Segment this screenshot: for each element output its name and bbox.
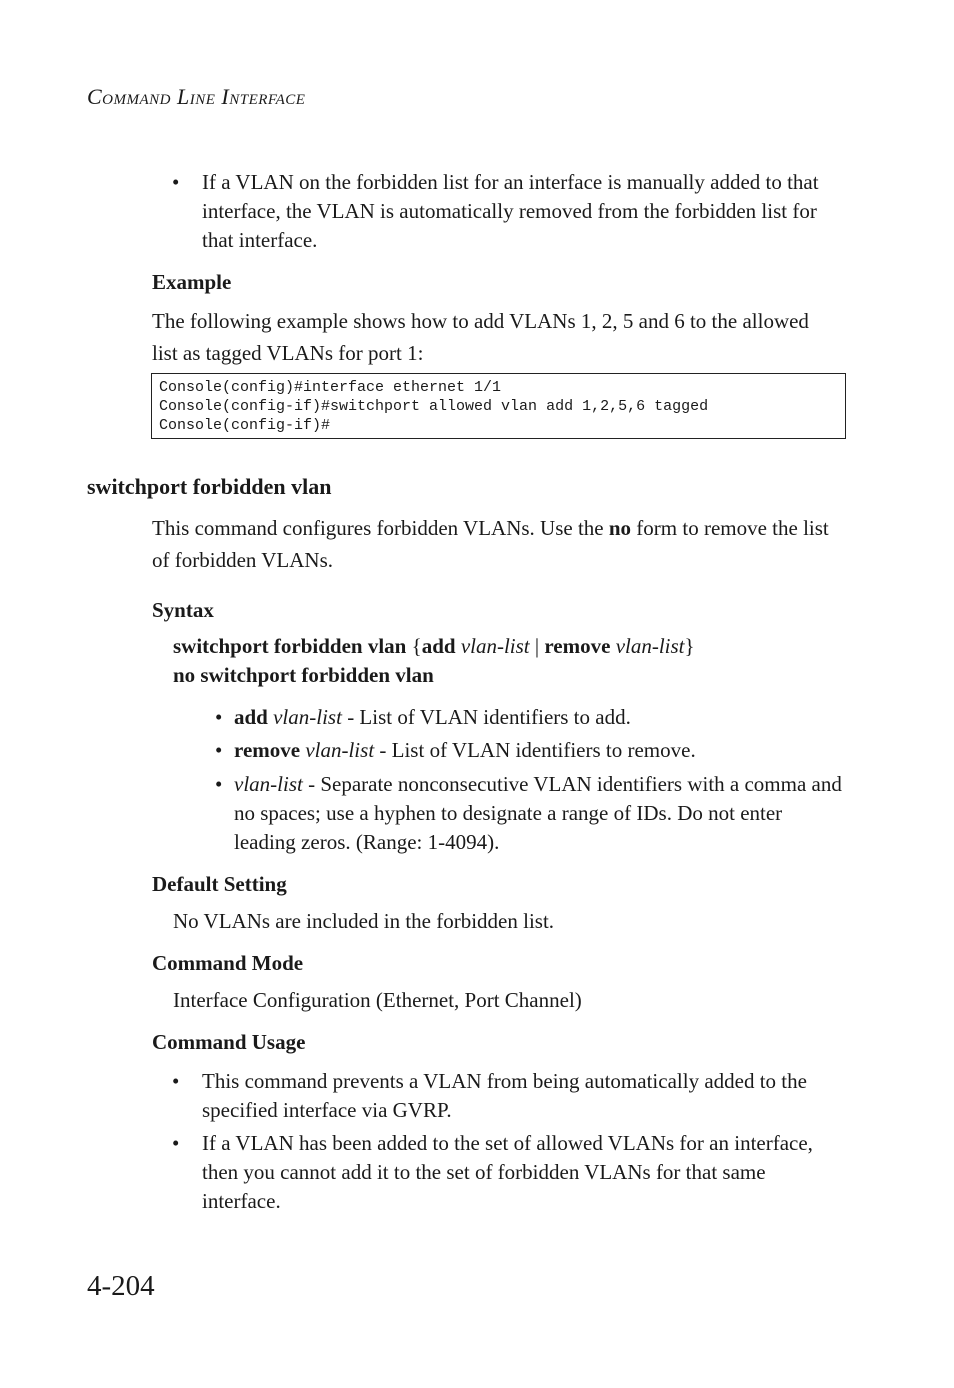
bullet-marker: • (215, 772, 223, 796)
param-arg: vlan-list (273, 705, 342, 729)
param-desc: - List of VLAN identifiers to add. (341, 705, 631, 729)
default-setting-heading: Default Setting (152, 872, 287, 896)
section-title: switchport forbidden vlan (87, 474, 332, 499)
desc-no-keyword: no (608, 516, 632, 540)
usage-bullet (172, 1067, 844, 1125)
bullet-marker: • (172, 1131, 180, 1155)
syntax-command: switchport forbidden vlan (173, 634, 407, 658)
default-setting-text: No VLANs are included in the forbidden list. (173, 909, 555, 933)
syntax-line-1 (173, 632, 695, 661)
code-line: Console(config-if)# (159, 417, 331, 434)
syntax-line-2: no switchport forbidden vlan (173, 663, 434, 687)
example-description: The following example shows how to add VLANs 1, 2, 5 and 6 to the allowed list as tagged VLANs for port 1: (152, 309, 809, 365)
code-line: Console(config-if)#switchport allowed vlan add 1,2,5,6 tagged (159, 398, 709, 415)
usage-bullet (172, 1129, 844, 1216)
param-keyword: add (234, 705, 268, 729)
code-example (151, 373, 846, 439)
param-desc: - Separate nonconsecutive VLAN identifiers with a comma and no spaces; use a hyphen to designate a range of IDs. Do not enter leading zeros. (Range: 1-4094). (234, 772, 842, 854)
bullet-marker: • (215, 738, 223, 762)
param-item (215, 736, 845, 765)
param-arg: vlan-list (305, 738, 375, 762)
running-header: Command Line Interface (87, 84, 306, 109)
command-mode-heading: Command Mode (152, 951, 304, 975)
intro-bullet (172, 168, 844, 255)
syntax-vlan-list: vlan-list (615, 634, 685, 658)
syntax-remove: remove (544, 634, 611, 658)
bullet-marker: • (215, 705, 223, 729)
section-description (152, 512, 847, 576)
code-line: Console(config)#interface ethernet 1/1 (159, 379, 502, 396)
example-heading: Example (152, 270, 232, 294)
bullet-marker: • (172, 170, 180, 194)
syntax-brace: { (406, 634, 422, 658)
param-arg: vlan-list (234, 772, 303, 796)
usage-bullet-text: This command prevents a VLAN from being automatically added to the specified interface via GVRP. (202, 1069, 807, 1122)
bullet-marker: • (172, 1069, 180, 1093)
command-usage-heading: Command Usage (152, 1030, 306, 1054)
command-mode-text: Interface Configuration (Ethernet, Port Channel) (173, 988, 582, 1012)
param-item (215, 703, 845, 732)
syntax-heading: Syntax (152, 598, 214, 622)
param-keyword: remove (234, 738, 301, 762)
syntax-vlan-list: vlan-list (460, 634, 530, 658)
param-item (215, 770, 845, 857)
syntax-brace: } (684, 634, 695, 658)
intro-bullet-text: If a VLAN on the forbidden list for an interface is manually added to that interface, the VLAN is automatically removed from the forbidden list for that interface. (202, 170, 819, 252)
syntax-pipe: | (529, 634, 545, 658)
page-number: 4-204 (87, 1270, 155, 1302)
desc-text: form to remove the list of forbidden VLANs. (152, 516, 829, 572)
desc-text: This command configures forbidden VLANs. Use the (152, 516, 609, 540)
param-desc: - List of VLAN identifiers to remove. (374, 738, 696, 762)
syntax-add: add (421, 634, 456, 658)
usage-bullet-text: If a VLAN has been added to the set of allowed VLANs for an interface, then you cannot add it to the set of forbidden VLANs for that same interface. (202, 1131, 813, 1213)
